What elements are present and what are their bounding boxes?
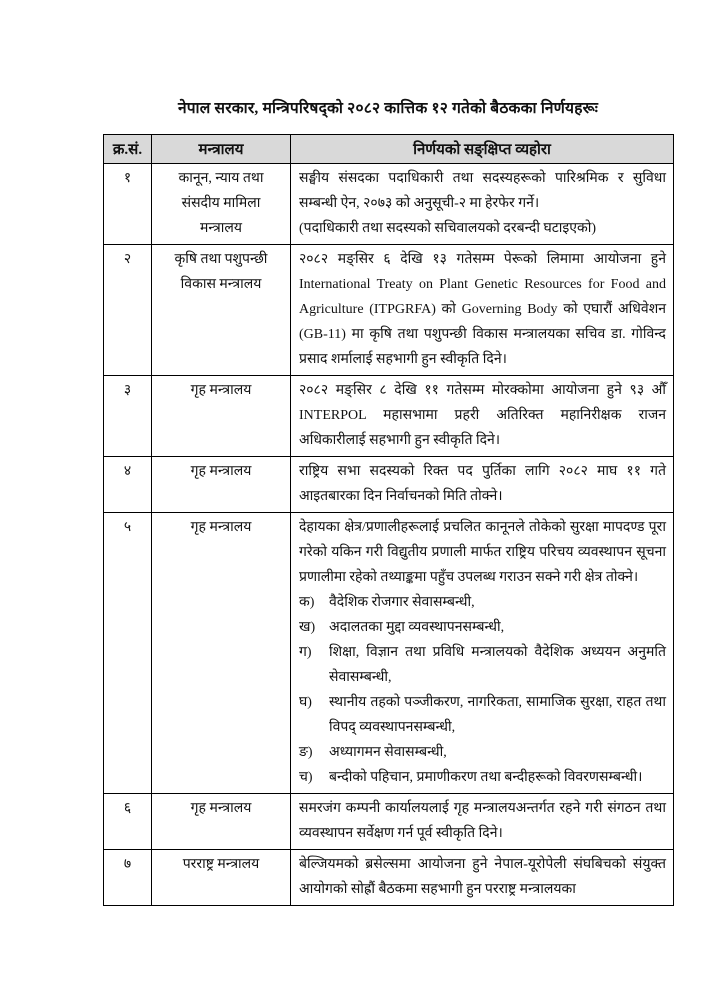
- ministry-cell: कानून, न्याय तथा संसदीय मामिला मन्त्रालय: [152, 164, 291, 245]
- decision-list-item: [299, 590, 666, 615]
- decision-cell: [291, 850, 674, 906]
- table-row: [104, 164, 674, 245]
- sn-cell: ५: [104, 513, 152, 794]
- decision-paragraph: २०८२ मङ्सिर ६ देखि १३ गतेसम्म पेरूको लिमामा आयोजना हुने International Treaty on Plant Genetic Resources for Food and Agriculture (ITPGRFA) को Governing Body को एघारौं अधिवेशन (GB-11) मा कृषि तथा पशुपन्छी विकास मन्त्रालयका सचिव डा. गोविन्द प्रसाद शर्मालाई सहभागी हुन स्वीकृति दिने।: [299, 252, 666, 367]
- decision-cell: [291, 513, 674, 794]
- decision-paragraph: राष्ट्रिय सभा सदस्यको रिक्त पद पुर्तिका लागि २०८२ माघ ११ गते आइतबारका दिन निर्वाचनको मिति तोक्ने।: [299, 464, 666, 504]
- list-marker: ग): [299, 645, 312, 660]
- sn-cell: ३: [104, 376, 152, 457]
- table-row: [104, 850, 674, 906]
- ministry-cell: गृह मन्त्रालय: [152, 794, 291, 850]
- table-row: [104, 513, 674, 794]
- list-text: स्थानीय तहको पञ्जीकरण, नागरिकता, सामाजिक सुरक्षा, राहत तथा विपद् व्यवस्थापनसम्बन्धी,: [329, 695, 666, 735]
- ministry-cell: गृह मन्त्रालय: [152, 376, 291, 457]
- table-row: [104, 245, 674, 376]
- decision-cell: [291, 376, 674, 457]
- ministry-cell: गृह मन्त्रालय: [152, 513, 291, 794]
- header-sn: क्र.सं.: [104, 135, 152, 164]
- decision-paragraph: २०८२ मङ्सिर ८ देखि ११ गतेसम्म मोरक्कोमा आयोजना हुने ९३ औँ INTERPOL महासभामा प्रहरी अतिरिक्त महानिरीक्षक राजन अधिकारीलाई सहभागी हुन स्वीकृति दिने।: [299, 383, 666, 448]
- sn-cell: ६: [104, 794, 152, 850]
- decision-list-item: [299, 690, 666, 740]
- decision-list-item: [299, 765, 666, 790]
- table-row: [104, 457, 674, 513]
- decision-paragraph: बेल्जियमको ब्रसेल्समा आयोजना हुने नेपाल-यूरोपेली संघबिचको संयुक्त आयोगको सोह्रौं बैठकमा सहभागी हुन परराष्ट्र मन्त्रालयका: [299, 857, 666, 897]
- list-marker: घ): [299, 695, 312, 710]
- list-text: अदालतका मुद्दा व्यवस्थापनसम्बन्धी,: [329, 620, 505, 635]
- list-marker: ख): [299, 620, 316, 635]
- decisions-table: [103, 134, 674, 906]
- header-decision: निर्णयको सङ्क्षिप्त व्यहोरा: [291, 135, 674, 164]
- decision-paragraph: देहायका क्षेत्र/प्रणालीहरूलाई प्रचलित कानूनले तोकेको सुरक्षा मापदण्ड पूरा गरेको यकिन गरी विद्युतीय प्रणाली मार्फत राष्ट्रिय परिचय व्यवस्थापन सूचना प्रणालीमा रहेको तथ्याङ्कमा पहुँच उपलब्ध गराउन सक्ने गरी क्षेत्र तोक्ने।: [299, 520, 666, 585]
- list-marker: च): [299, 770, 313, 785]
- ministry-cell: परराष्ट्र मन्त्रालय: [152, 850, 291, 906]
- decision-cell: [291, 457, 674, 513]
- page-title: नेपाल सरकार, मन्त्रिपरिषद्को २०८२ कात्तिक १२ गतेको बैठकका निर्णयहरूः: [177, 100, 599, 117]
- decision-paragraph: समरजंग कम्पनी कार्यालयलाई गृह मन्त्रालयअन्तर्गत रहने गरी संगठन तथा व्यवस्थापन सर्वेक्षण गर्न पूर्व स्वीकृति दिने।: [299, 801, 666, 841]
- sn-cell: ४: [104, 457, 152, 513]
- list-text: वैदेशिक रोजगार सेवासम्बन्धी,: [329, 595, 475, 610]
- decision-cell: [291, 164, 674, 245]
- list-text: बन्दीको पहिचान, प्रमाणीकरण तथा बन्दीहरूको विवरणसम्बन्धी।: [329, 770, 643, 785]
- sn-cell: १: [104, 164, 152, 245]
- decision-paragraph: सङ्घीय संसदका पदाधिकारी तथा सदस्यहरूको पारिश्रमिक र सुविधा सम्बन्धी ऐन, २०७३ को अनुसूची-२ मा हेरफेर गर्ने।: [299, 171, 666, 211]
- decision-cell: [291, 794, 674, 850]
- decision-list-item: [299, 740, 666, 765]
- list-text: अध्यागमन सेवासम्बन्धी,: [329, 745, 447, 760]
- table-row: [104, 794, 674, 850]
- table-row: [104, 376, 674, 457]
- sn-cell: २: [104, 245, 152, 376]
- decision-list-item: [299, 615, 666, 640]
- sn-cell: ७: [104, 850, 152, 906]
- ministry-cell: कृषि तथा पशुपन्छी विकास मन्त्रालय: [152, 245, 291, 376]
- header-ministry: मन्त्रालय: [152, 135, 291, 164]
- list-marker: क): [299, 595, 315, 610]
- header-row: [104, 135, 674, 164]
- list-marker: ङ): [299, 745, 313, 760]
- decision-cell: [291, 245, 674, 376]
- ministry-cell: गृह मन्त्रालय: [152, 457, 291, 513]
- decision-note: (पदाधिकारी तथा सदस्यको सचिवालयको दरबन्दी घटाइएको): [299, 221, 597, 236]
- list-text: शिक्षा, विज्ञान तथा प्रविधि मन्त्रालयको वैदेशिक अध्ययन अनुमति सेवासम्बन्धी,: [329, 645, 666, 685]
- decision-list-item: [299, 640, 666, 690]
